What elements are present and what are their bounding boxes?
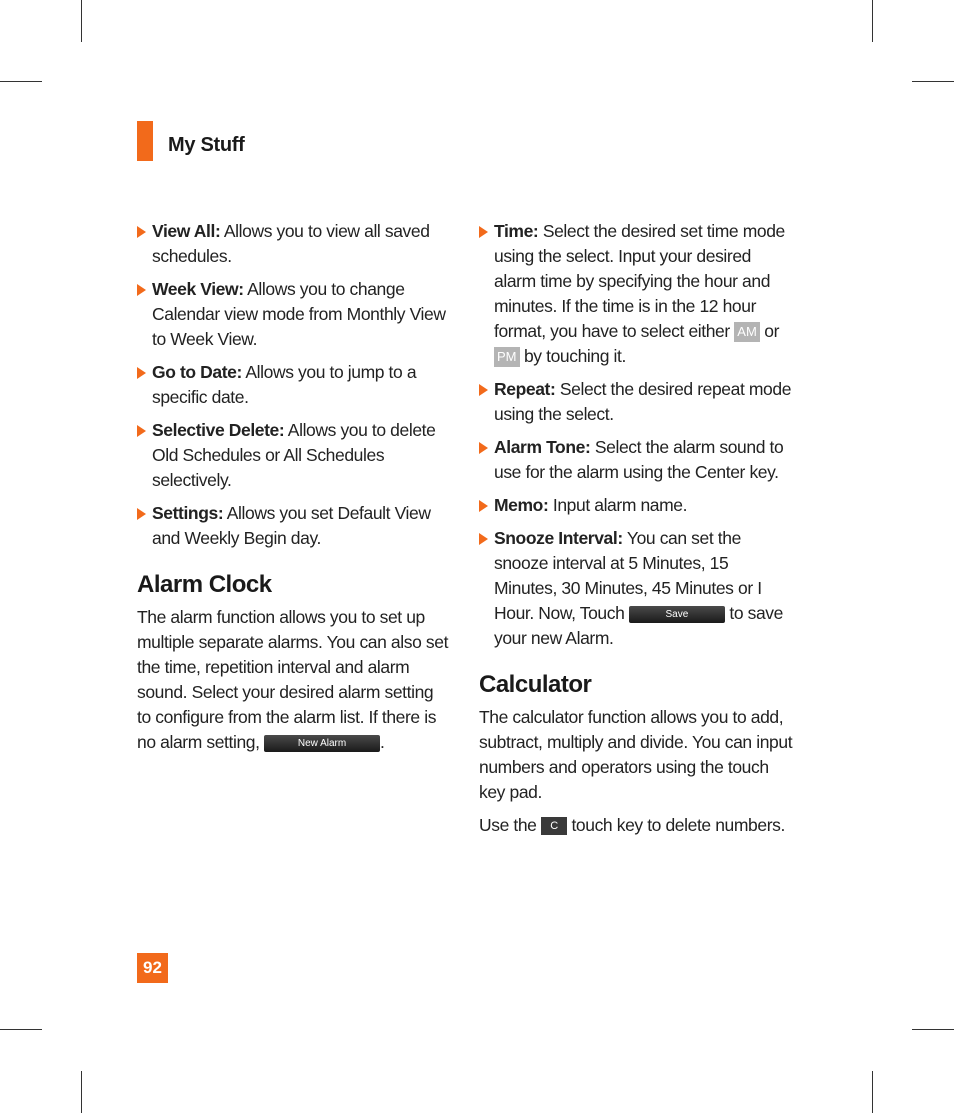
c-key: C — [541, 817, 567, 835]
bullet-snooze-interval — [479, 526, 794, 651]
bullet-repeat — [479, 377, 794, 427]
bullet-text: Allows you to delete Old Schedules or All Schedules selectively. — [152, 420, 436, 490]
alarm-clock-heading: Alarm Clock — [137, 571, 272, 598]
calculator-heading: Calculator — [479, 671, 592, 698]
usage-text: touch key to delete numbers. — [566, 815, 785, 835]
bullet-text: to save your new Alarm. — [494, 603, 783, 648]
bullet-term: Go to Date: — [152, 362, 242, 382]
arrow-right-icon — [137, 508, 146, 520]
bullet-text: or — [759, 321, 780, 341]
crop-mark — [0, 81, 42, 82]
bullet-term: Week View: — [152, 279, 244, 299]
usage-text: Use the — [479, 815, 541, 835]
bullet-text: Input alarm name. — [548, 495, 688, 515]
bullet-term: Selective Delete: — [152, 420, 285, 440]
arrow-right-icon — [137, 425, 146, 437]
crop-mark — [872, 1071, 873, 1113]
bullet-term: Settings: — [152, 503, 224, 523]
bullet-text: Select the desired repeat mode using the select. — [494, 379, 792, 424]
left-column — [137, 219, 449, 763]
bullet-text: Allows you to jump to a specific date. — [152, 362, 417, 407]
alarm-clock-text-end: . — [380, 732, 385, 752]
bullet-text: You can set the snooze interval at 5 Minutes, 15 Minutes, 30 Minutes, 45 Minutes or I Hour. Now, Touch — [494, 528, 762, 623]
bullet-text: Allows you to view all saved schedules. — [152, 221, 430, 266]
arrow-right-icon — [479, 442, 488, 454]
crop-mark — [81, 1071, 82, 1113]
bullet-term: Repeat: — [494, 379, 556, 399]
crop-mark — [872, 0, 873, 42]
bullet-go-to-date — [137, 360, 449, 410]
arrow-right-icon — [479, 533, 488, 545]
calculator-paragraph: The calculator function allows you to add, subtract, multiply and divide. You can input numbers and operators using the touch key pad. — [479, 707, 793, 802]
bullet-memo — [479, 493, 794, 518]
bullet-time — [479, 219, 794, 369]
bullet-term: Time: — [494, 221, 539, 241]
bullet-text: Select the desired set time mode using the select. Input your desired alarm time by specifying the hour and minutes. If the time is in the 12 hour format, you have to select either — [494, 221, 785, 341]
bullet-term: Memo: — [494, 495, 549, 515]
crop-mark — [81, 0, 82, 42]
bullet-text: Select the alarm sound to use for the alarm using the Center key. — [494, 437, 784, 482]
bullet-text: Allows you set Default View and Weekly Begin day. — [152, 503, 431, 548]
crop-mark — [912, 81, 954, 82]
arrow-right-icon — [137, 226, 146, 238]
arrow-right-icon — [137, 367, 146, 379]
arrow-right-icon — [137, 284, 146, 296]
bullet-term: Snooze Interval: — [494, 528, 623, 548]
bullet-week-view — [137, 277, 449, 352]
bullet-text: by touching it. — [519, 346, 626, 366]
section-marker — [137, 121, 153, 161]
bullet-text: Allows you to change Calendar view mode from Monthly View to Week View. — [152, 279, 446, 349]
crop-mark — [0, 1029, 42, 1030]
bullet-term: View All: — [152, 221, 221, 241]
right-column — [479, 219, 794, 846]
arrow-right-icon — [479, 500, 488, 512]
bullet-alarm-tone — [479, 435, 794, 485]
am-chip: AM — [734, 322, 760, 342]
bullet-term: Alarm Tone: — [494, 437, 591, 457]
crop-mark — [912, 1029, 954, 1030]
pm-chip: PM — [494, 347, 520, 367]
page-number: 92 — [137, 953, 168, 983]
bullet-selective-delete — [137, 418, 449, 493]
bullet-settings — [137, 501, 449, 551]
save-button: Save — [629, 606, 725, 623]
alarm-clock-text: The alarm function allows you to set up multiple separate alarms. You can also set the time, repetition interval and alarm sound. Select your desired alarm setting to configure from the alarm list. If there is no alarm setting, — [137, 607, 449, 752]
section-title: My Stuff — [168, 134, 245, 156]
arrow-right-icon — [479, 226, 488, 238]
new-alarm-button: New Alarm — [264, 735, 380, 752]
arrow-right-icon — [479, 384, 488, 396]
alarm-clock-paragraph — [137, 605, 449, 755]
bullet-view-all — [137, 219, 449, 269]
calculator-usage — [479, 813, 794, 838]
